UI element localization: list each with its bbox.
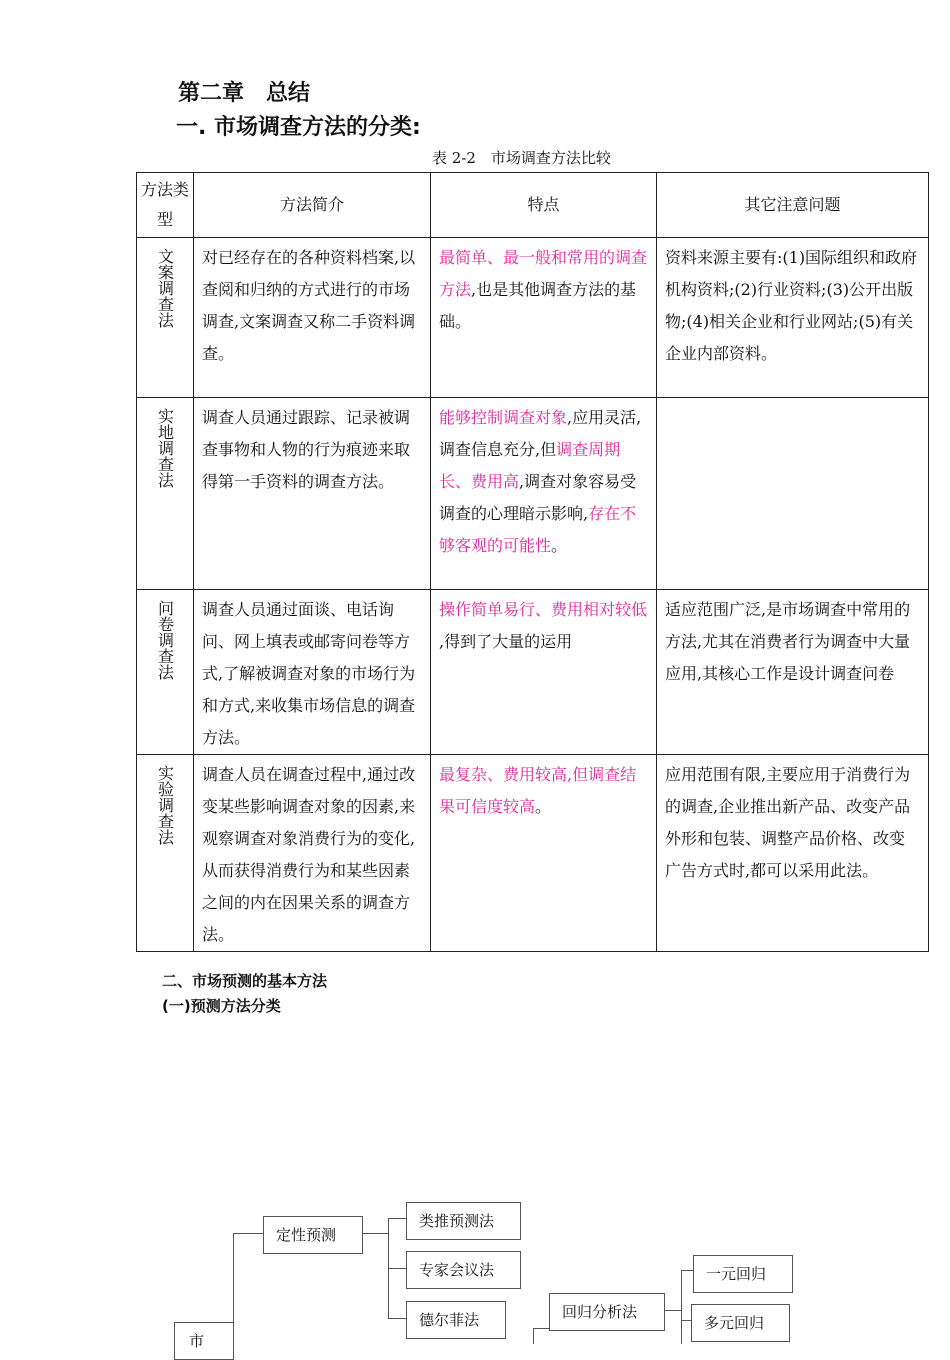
table-row <box>137 755 929 952</box>
diagram-simple-regression-box: 一元回归 <box>693 1255 793 1293</box>
header-notes: 其它注意问题 <box>657 173 929 238</box>
method-intro-cell: 调查人员在调查过程中,通过改变某些影响调查对象的因素,来观察调查对象消费行为的变化,从而获得消费行为和某些因素之间的内在因果关系的调查方法。 <box>194 755 431 952</box>
section-title-forecast: 二、市场预测的基本方法 <box>162 972 328 990</box>
connector-line <box>388 1268 406 1269</box>
connector-line <box>363 1233 389 1234</box>
method-notes-cell: 资料来源主要有:(1)国际组织和政府机构资料;(2)行业资料;(3)公开出版物;(4)相关企业和行业网站;(5)有关企业内部资料。 <box>657 238 929 398</box>
diagram-root-box: 市 <box>174 1322 234 1360</box>
method-notes-cell: 适应范围广泛,是市场调查中常用的方法,尤其在消费者行为调查中大量应用,其核心工作是设计调查问卷 <box>657 590 929 755</box>
connector-line <box>681 1270 693 1271</box>
method-intro-cell: 调查人员通过跟踪、记录被调查事物和人物的行为痕迹来取得第一手资料的调查方法。 <box>194 398 431 590</box>
section-title-survey-methods: 一. 市场调查方法的分类: <box>176 115 421 140</box>
diagram-expert-meeting-box: 专家会议法 <box>406 1251 521 1289</box>
table-row <box>137 238 929 398</box>
header-method-type: 方法类型 <box>137 173 194 238</box>
connector-line <box>233 1233 263 1234</box>
connector-line <box>665 1310 682 1311</box>
method-features-cell: 最复杂、费用较高,但调查结果可信度较高。 <box>431 755 657 952</box>
method-type-cell: 实地调查法 <box>137 398 194 590</box>
method-notes-cell <box>657 398 929 590</box>
method-intro-cell: 调查人员通过面谈、电话询问、网上填表或邮寄问卷等方式,了解被调查对象的市场行为和方式,来收集市场信息的调查方法。 <box>194 590 431 755</box>
method-features-cell: 操作简单易行、费用相对较低 ,得到了大量的运用 <box>431 590 657 755</box>
table-caption: 表 2-2 市场调查方法比较 <box>432 149 611 167</box>
survey-methods-table <box>136 172 929 952</box>
method-features-cell: 最简单、最一般和常用的调查方法,也是其他调查方法的基础。 <box>431 238 657 398</box>
diagram-qualitative-box: 定性预测 <box>263 1216 363 1254</box>
section-subtitle-forecast-classes: (一)预测方法分类 <box>162 997 281 1015</box>
method-type-cell: 问卷调查法 <box>137 590 194 755</box>
header-features: 特点 <box>431 173 657 238</box>
table-header-row <box>137 173 929 238</box>
method-notes-cell: 应用范围有限,主要应用于消费行为的调查,企业推出新产品、改变产品外形和包装、调整产品价格、改变广告方式时,都可以采用此法。 <box>657 755 929 952</box>
diagram-regression-box: 回归分析法 <box>549 1293 665 1331</box>
connector-line <box>533 1328 534 1344</box>
table-row <box>137 398 929 590</box>
method-type-cell: 实验调查法 <box>137 755 194 952</box>
chapter-title: 第二章 总结 <box>178 81 311 106</box>
method-intro-cell: 对已经存在的各种资料档案,以查阅和归纳的方式进行的市场调查,文案调查又称二手资料调查。 <box>194 238 431 398</box>
connector-line <box>681 1270 682 1344</box>
method-type-cell: 文案调查法 <box>137 238 194 398</box>
table-row <box>137 590 929 755</box>
method-features-cell: 能够控制调查对象,应用灵活,调查信息充分,但调查周期长、费用高,调查对象容易受调查的心理暗示影响,存在不够客观的可能性。 <box>431 398 657 590</box>
connector-line <box>533 1328 549 1329</box>
connector-line <box>388 1218 406 1219</box>
connector-line <box>681 1320 691 1321</box>
diagram-delphi-box: 德尔菲法 <box>406 1301 506 1339</box>
diagram-analogy-box: 类推预测法 <box>406 1202 521 1240</box>
diagram-multiple-regression-box: 多元回归 <box>691 1304 790 1342</box>
connector-line <box>388 1318 406 1319</box>
header-method-intro: 方法简介 <box>194 173 431 238</box>
